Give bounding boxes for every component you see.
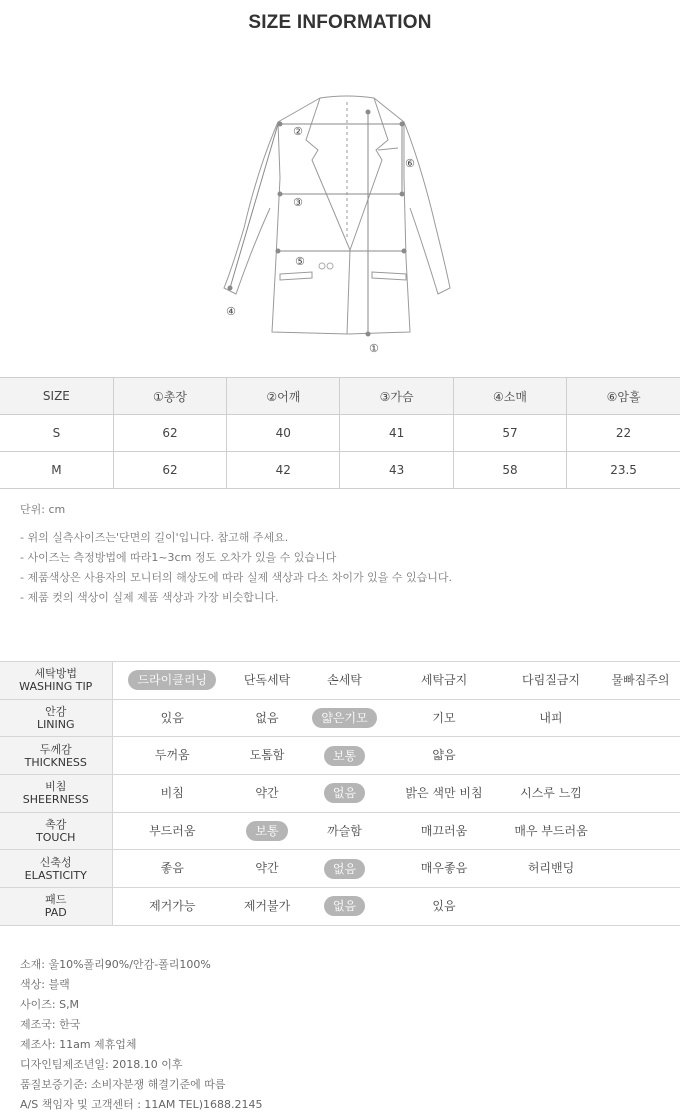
product-specs	[20, 955, 263, 1115]
care-option-selected: 없음	[324, 896, 365, 916]
care-row-label	[0, 737, 112, 775]
unit-label: 단위: cm	[20, 503, 66, 516]
care-label-ko: 비침	[45, 780, 67, 794]
marker-2: ②	[293, 125, 303, 138]
care-cell	[387, 812, 501, 850]
care-row	[0, 775, 680, 813]
care-option: 도톰함	[249, 748, 285, 763]
size-table-cell: 43	[340, 452, 453, 489]
size-table-cell: 22	[567, 415, 680, 452]
care-cell	[302, 888, 387, 926]
marker-5: ⑤	[295, 255, 305, 268]
care-label-en: THICKNESS	[24, 755, 87, 769]
care-cell	[601, 888, 680, 926]
care-option-selected: 얇은기모	[312, 708, 376, 728]
care-label-en: SHEERNESS	[22, 793, 89, 807]
care-row-label	[0, 888, 112, 926]
care-cell	[302, 812, 387, 850]
care-cell	[501, 850, 601, 888]
care-option-selected: 없음	[324, 859, 365, 879]
care-option: 있음	[432, 898, 456, 913]
page-title: SIZE INFORMATION	[248, 12, 432, 33]
care-row	[0, 812, 680, 850]
care-option: 세탁금지	[420, 672, 468, 687]
care-option: 부드러움	[149, 823, 196, 838]
care-label-en: ELASTICITY	[24, 868, 87, 882]
care-cell	[232, 812, 302, 850]
care-cell	[232, 737, 302, 775]
care-option: 매우좋음	[420, 861, 468, 876]
size-table	[0, 377, 680, 489]
list-item: 사이즈: S,M	[20, 998, 80, 1011]
size-table-cell: M	[0, 452, 113, 489]
list-item: - 제품 컷의 색상이 실제 제품 색상과 가장 비슷합니다.	[20, 591, 279, 604]
care-cell	[501, 699, 601, 737]
care-cell	[501, 662, 601, 700]
care-option-selected: 없음	[324, 783, 365, 803]
table-row	[0, 452, 680, 489]
care-table	[0, 661, 680, 926]
care-label-en: PAD	[44, 906, 67, 920]
size-table-cell: 41	[340, 415, 453, 452]
size-table-cell: 42	[227, 452, 340, 489]
care-option: 좋음	[160, 861, 184, 876]
care-label-ko: 세탁방법	[34, 667, 77, 681]
size-notes	[20, 528, 452, 608]
care-label-ko: 두께감	[39, 742, 72, 756]
care-cell	[387, 850, 501, 888]
care-cell	[232, 775, 302, 813]
care-option: 물빠짐주의	[611, 672, 670, 687]
care-option: 약간	[255, 785, 279, 800]
care-row	[0, 850, 680, 888]
marker-1: ①	[369, 342, 379, 355]
size-table-header-cell: SIZE	[0, 378, 113, 415]
care-option: 단독세탁	[243, 672, 291, 687]
care-option: 비침	[160, 785, 184, 800]
care-cell	[501, 888, 601, 926]
care-option: 얇음	[432, 748, 456, 763]
care-cell	[601, 775, 680, 813]
care-cell	[112, 775, 232, 813]
care-cell	[387, 737, 501, 775]
care-cell	[112, 662, 232, 700]
care-cell	[112, 850, 232, 888]
care-option: 매우 부드러움	[514, 823, 588, 838]
care-option: 기모	[432, 710, 456, 725]
care-cell	[387, 662, 501, 700]
care-option-selected: 드라이클리닝	[128, 670, 216, 690]
care-cell	[501, 775, 601, 813]
care-label-ko: 촉감	[45, 818, 67, 832]
care-option: 다림질금지	[522, 672, 580, 687]
care-cell	[302, 850, 387, 888]
care-cell	[232, 699, 302, 737]
care-row-label	[0, 850, 112, 888]
list-item: 품질보증기준: 소비자분쟁 해결기준에 따름	[20, 1078, 226, 1091]
care-option: 제거불가	[243, 898, 291, 913]
marker-6: ⑥	[405, 157, 415, 170]
care-cell	[387, 775, 501, 813]
care-cell	[501, 737, 601, 775]
care-cell	[112, 699, 232, 737]
care-cell	[302, 737, 387, 775]
list-item: 제조사: 11am 제휴업체	[20, 1038, 137, 1051]
care-row	[0, 737, 680, 775]
list-item: 제조국: 한국	[20, 1018, 81, 1031]
list-item: 색상: 블랙	[20, 978, 70, 991]
care-cell	[302, 662, 387, 700]
list-item: - 사이즈는 측정방법에 따라1~3cm 정도 오차가 있을 수 있습니다	[20, 551, 337, 564]
care-cell	[601, 662, 680, 700]
care-option: 매끄러움	[420, 823, 468, 838]
care-cell	[232, 850, 302, 888]
size-table-header-cell: ①총장	[113, 378, 226, 415]
care-option: 허리밴딩	[527, 861, 575, 876]
table-row	[0, 415, 680, 452]
care-cell	[601, 737, 680, 775]
care-option: 없음	[255, 710, 279, 725]
care-cell	[232, 662, 302, 700]
care-cell	[387, 888, 501, 926]
list-item: 디자인팀제조년일: 2018.10 이후	[20, 1058, 183, 1071]
size-table-header-cell: ③가슴	[340, 378, 453, 415]
care-label-en: WASHING TIP	[19, 680, 93, 694]
jacket-diagram	[200, 88, 480, 360]
care-row-label	[0, 775, 112, 813]
care-label-en: LINING	[36, 718, 75, 732]
care-option: 두꺼움	[154, 748, 190, 763]
size-table-cell: 40	[227, 415, 340, 452]
care-cell	[112, 888, 232, 926]
list-item: A/S 책임자 및 고객센터 : 11AM TEL)1688.2145	[20, 1098, 263, 1111]
care-cell	[601, 850, 680, 888]
care-cell	[112, 737, 232, 775]
care-row	[0, 699, 680, 737]
care-label-en: TOUCH	[36, 831, 76, 845]
care-row-label	[0, 699, 112, 737]
size-table-header-cell: ⑥암홀	[567, 378, 680, 415]
care-cell	[387, 699, 501, 737]
list-item: - 위의 실측사이즈는'단면의 길이'입니다. 참고해 주세요.	[20, 531, 289, 544]
care-option: 손세탁	[327, 672, 362, 687]
size-table-header-cell: ④소매	[453, 378, 566, 415]
care-label-ko: 안감	[45, 705, 67, 719]
care-cell	[601, 699, 680, 737]
size-table-cell: 58	[453, 452, 566, 489]
marker-4: ④	[226, 305, 236, 318]
marker-3: ③	[293, 196, 303, 209]
care-cell	[302, 699, 387, 737]
care-option: 약간	[255, 861, 279, 876]
care-option: 까슬함	[327, 823, 362, 838]
care-cell	[112, 812, 232, 850]
size-table-cell: 62	[113, 415, 226, 452]
care-option: 밝은 색만 비침	[405, 785, 483, 800]
care-row-label	[0, 812, 112, 850]
care-cell	[232, 888, 302, 926]
size-table-cell: 23.5	[567, 452, 680, 489]
list-item: - 제품색상은 사용자의 모니터의 해상도에 따라 실제 색상과 다소 차이가 있을 수 있습니다.	[20, 571, 452, 584]
care-label-ko: 패드	[45, 893, 67, 907]
size-table-cell: 57	[453, 415, 566, 452]
list-item: 소재: 울10%폴리90%/안감-폴리100%	[20, 958, 211, 971]
care-cell	[601, 812, 680, 850]
care-option: 내피	[539, 710, 563, 725]
care-option: 시스루 느낌	[520, 785, 582, 800]
size-table-header	[0, 378, 680, 415]
care-label-ko: 신축성	[39, 855, 72, 869]
size-table-cell: 62	[113, 452, 226, 489]
size-table-cell: S	[0, 415, 113, 452]
care-option: 있음	[160, 710, 184, 725]
care-row	[0, 888, 680, 926]
care-option-selected: 보통	[246, 821, 287, 841]
care-cell	[302, 775, 387, 813]
care-option-selected: 보통	[324, 746, 365, 766]
care-row	[0, 662, 680, 700]
care-row-label	[0, 662, 112, 700]
care-cell	[501, 812, 601, 850]
size-table-header-cell: ②어깨	[227, 378, 340, 415]
care-option: 제거가능	[149, 898, 196, 913]
